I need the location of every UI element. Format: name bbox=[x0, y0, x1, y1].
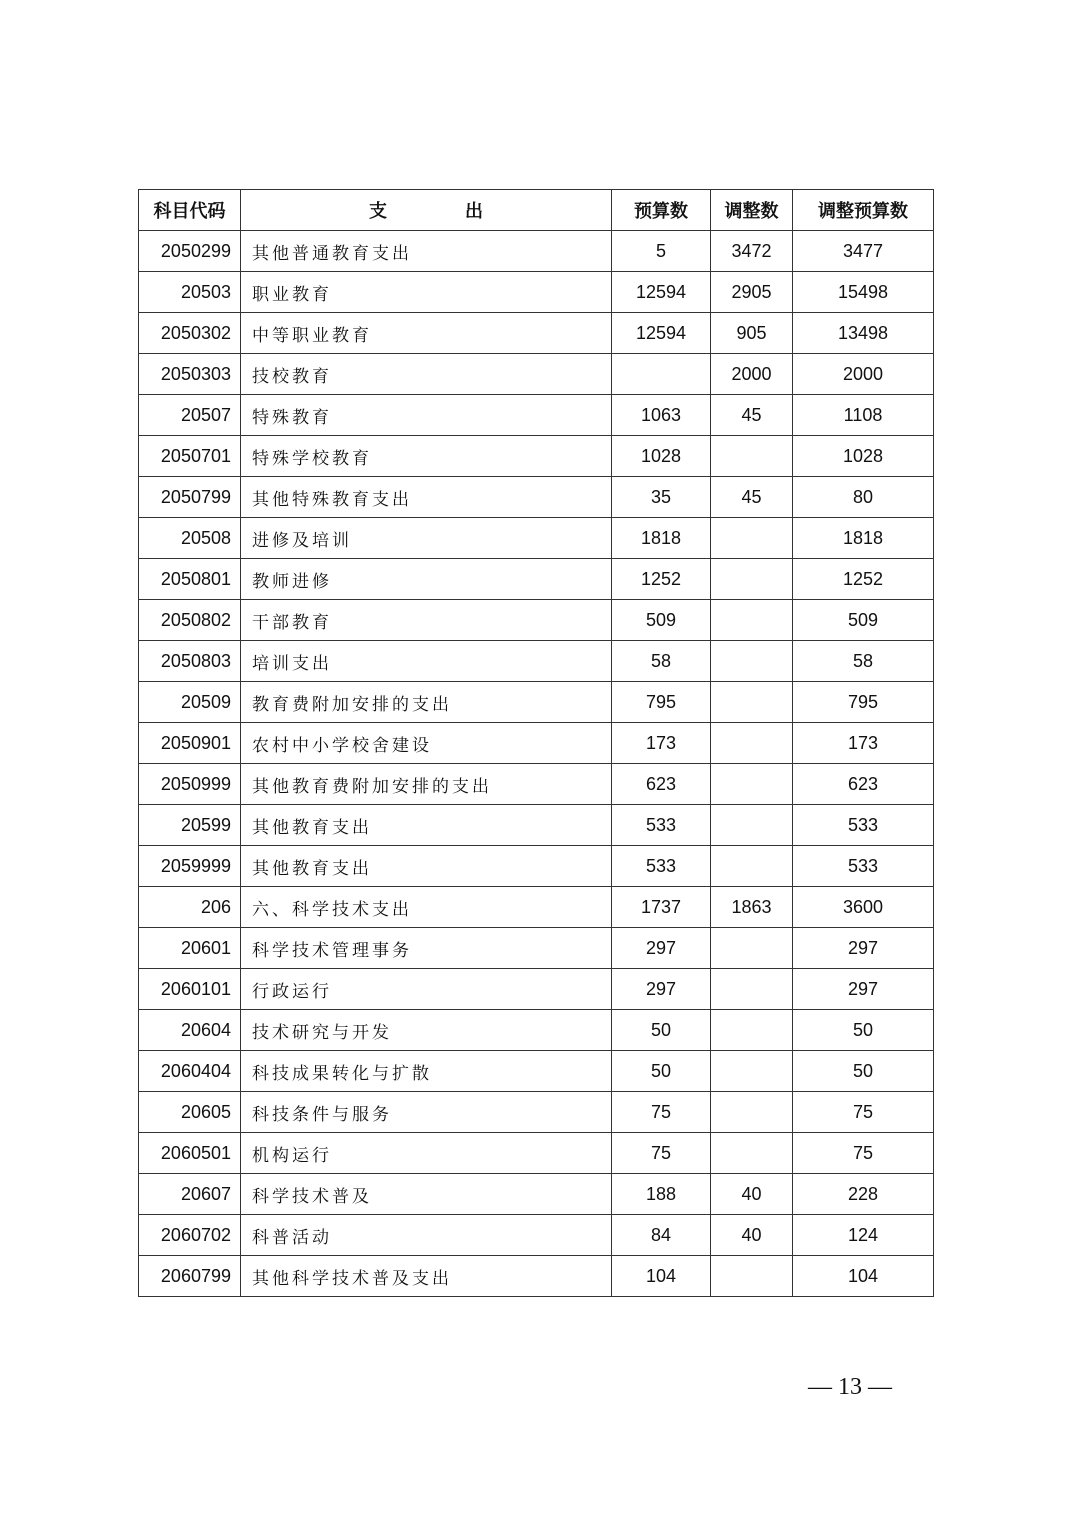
cell-adjust: 1863 bbox=[711, 887, 793, 928]
cell-budget: 1737 bbox=[612, 887, 711, 928]
cell-budget: 188 bbox=[612, 1174, 711, 1215]
cell-adjust: 2000 bbox=[711, 354, 793, 395]
table-row bbox=[139, 231, 934, 272]
cell-budget: 509 bbox=[612, 600, 711, 641]
cell-adjust: 40 bbox=[711, 1174, 793, 1215]
cell-adjust bbox=[711, 559, 793, 600]
cell-code: 20607 bbox=[139, 1174, 241, 1215]
cell-adjust: 2905 bbox=[711, 272, 793, 313]
header-name-right: 出 bbox=[465, 201, 483, 221]
cell-name: 特殊教育 bbox=[241, 395, 612, 436]
cell-name: 六、科学技术支出 bbox=[241, 887, 612, 928]
cell-code: 2060101 bbox=[139, 969, 241, 1010]
table-row bbox=[139, 1133, 934, 1174]
cell-adjusted: 58 bbox=[793, 641, 934, 682]
table-row bbox=[139, 1051, 934, 1092]
cell-name: 职业教育 bbox=[241, 272, 612, 313]
cell-code: 2060799 bbox=[139, 1256, 241, 1297]
cell-budget: 1063 bbox=[612, 395, 711, 436]
table-row bbox=[139, 1010, 934, 1051]
header-budget: 预算数 bbox=[612, 190, 711, 231]
table-row bbox=[139, 354, 934, 395]
cell-adjusted: 50 bbox=[793, 1010, 934, 1051]
header-name bbox=[241, 190, 612, 231]
cell-adjust bbox=[711, 436, 793, 477]
cell-budget bbox=[612, 354, 711, 395]
cell-adjust: 905 bbox=[711, 313, 793, 354]
cell-code: 2060501 bbox=[139, 1133, 241, 1174]
cell-adjust bbox=[711, 600, 793, 641]
cell-budget: 795 bbox=[612, 682, 711, 723]
cell-code: 2059999 bbox=[139, 846, 241, 887]
cell-code: 2050799 bbox=[139, 477, 241, 518]
table-row bbox=[139, 928, 934, 969]
cell-adjust bbox=[711, 1010, 793, 1051]
cell-adjust: 45 bbox=[711, 477, 793, 518]
header-adjust: 调整数 bbox=[711, 190, 793, 231]
cell-name: 其他教育费附加安排的支出 bbox=[241, 764, 612, 805]
cell-adjusted: 1818 bbox=[793, 518, 934, 559]
cell-adjusted: 104 bbox=[793, 1256, 934, 1297]
cell-adjust bbox=[711, 969, 793, 1010]
cell-budget: 50 bbox=[612, 1010, 711, 1051]
table-row bbox=[139, 436, 934, 477]
table-header-row bbox=[139, 190, 934, 231]
cell-budget: 50 bbox=[612, 1051, 711, 1092]
cell-adjust bbox=[711, 764, 793, 805]
cell-code: 2050803 bbox=[139, 641, 241, 682]
table-row bbox=[139, 846, 934, 887]
table-row bbox=[139, 1256, 934, 1297]
cell-code: 2060702 bbox=[139, 1215, 241, 1256]
cell-name: 特殊学校教育 bbox=[241, 436, 612, 477]
cell-adjust bbox=[711, 1133, 793, 1174]
cell-adjusted: 50 bbox=[793, 1051, 934, 1092]
cell-adjusted: 1252 bbox=[793, 559, 934, 600]
cell-name: 科技成果转化与扩散 bbox=[241, 1051, 612, 1092]
cell-code: 2050303 bbox=[139, 354, 241, 395]
table-row bbox=[139, 805, 934, 846]
budget-table bbox=[138, 189, 934, 1297]
cell-adjusted: 3600 bbox=[793, 887, 934, 928]
cell-code: 2050999 bbox=[139, 764, 241, 805]
cell-name: 科学技术普及 bbox=[241, 1174, 612, 1215]
cell-name: 其他普通教育支出 bbox=[241, 231, 612, 272]
cell-adjust bbox=[711, 846, 793, 887]
cell-name: 农村中小学校舍建设 bbox=[241, 723, 612, 764]
cell-adjusted: 2000 bbox=[793, 354, 934, 395]
cell-adjust bbox=[711, 1092, 793, 1133]
cell-budget: 12594 bbox=[612, 272, 711, 313]
cell-budget: 1028 bbox=[612, 436, 711, 477]
cell-budget: 75 bbox=[612, 1133, 711, 1174]
cell-name: 其他科学技术普及支出 bbox=[241, 1256, 612, 1297]
cell-adjust bbox=[711, 1256, 793, 1297]
cell-code: 2050801 bbox=[139, 559, 241, 600]
cell-name: 教师进修 bbox=[241, 559, 612, 600]
table-row bbox=[139, 969, 934, 1010]
cell-adjusted: 80 bbox=[793, 477, 934, 518]
cell-adjust bbox=[711, 805, 793, 846]
cell-adjust bbox=[711, 641, 793, 682]
cell-name: 技术研究与开发 bbox=[241, 1010, 612, 1051]
cell-code: 20601 bbox=[139, 928, 241, 969]
cell-adjusted: 228 bbox=[793, 1174, 934, 1215]
cell-adjusted: 1028 bbox=[793, 436, 934, 477]
cell-budget: 297 bbox=[612, 928, 711, 969]
cell-adjust: 45 bbox=[711, 395, 793, 436]
cell-name: 机构运行 bbox=[241, 1133, 612, 1174]
cell-adjust bbox=[711, 1051, 793, 1092]
table-row bbox=[139, 682, 934, 723]
cell-code: 20604 bbox=[139, 1010, 241, 1051]
table-row bbox=[139, 764, 934, 805]
cell-code: 20507 bbox=[139, 395, 241, 436]
cell-budget: 297 bbox=[612, 969, 711, 1010]
header-code: 科目代码 bbox=[139, 190, 241, 231]
cell-budget: 12594 bbox=[612, 313, 711, 354]
table-row bbox=[139, 1215, 934, 1256]
cell-name: 其他教育支出 bbox=[241, 805, 612, 846]
cell-name: 干部教育 bbox=[241, 600, 612, 641]
cell-adjusted: 297 bbox=[793, 969, 934, 1010]
cell-budget: 5 bbox=[612, 231, 711, 272]
cell-code: 20599 bbox=[139, 805, 241, 846]
table-row bbox=[139, 641, 934, 682]
table-row bbox=[139, 1174, 934, 1215]
cell-budget: 623 bbox=[612, 764, 711, 805]
cell-name: 教育费附加安排的支出 bbox=[241, 682, 612, 723]
table-row bbox=[139, 559, 934, 600]
cell-code: 20605 bbox=[139, 1092, 241, 1133]
header-adjusted: 调整预算数 bbox=[793, 190, 934, 231]
table-row bbox=[139, 1092, 934, 1133]
cell-adjust bbox=[711, 682, 793, 723]
cell-budget: 173 bbox=[612, 723, 711, 764]
cell-name: 科普活动 bbox=[241, 1215, 612, 1256]
cell-name: 科技条件与服务 bbox=[241, 1092, 612, 1133]
table-row bbox=[139, 600, 934, 641]
cell-budget: 84 bbox=[612, 1215, 711, 1256]
cell-name: 中等职业教育 bbox=[241, 313, 612, 354]
cell-adjust bbox=[711, 723, 793, 764]
cell-adjusted: 623 bbox=[793, 764, 934, 805]
cell-name: 培训支出 bbox=[241, 641, 612, 682]
cell-name: 科学技术管理事务 bbox=[241, 928, 612, 969]
cell-adjusted: 533 bbox=[793, 805, 934, 846]
cell-code: 2050701 bbox=[139, 436, 241, 477]
cell-budget: 75 bbox=[612, 1092, 711, 1133]
cell-adjust bbox=[711, 518, 793, 559]
cell-adjusted: 13498 bbox=[793, 313, 934, 354]
table-row bbox=[139, 313, 934, 354]
cell-adjusted: 3477 bbox=[793, 231, 934, 272]
cell-code: 2050299 bbox=[139, 231, 241, 272]
cell-budget: 1252 bbox=[612, 559, 711, 600]
cell-name: 进修及培训 bbox=[241, 518, 612, 559]
cell-code: 2050302 bbox=[139, 313, 241, 354]
cell-budget: 104 bbox=[612, 1256, 711, 1297]
header-name-left: 支 bbox=[369, 201, 387, 221]
cell-budget: 58 bbox=[612, 641, 711, 682]
page-number: — 13 — bbox=[808, 1374, 892, 1400]
cell-name: 其他特殊教育支出 bbox=[241, 477, 612, 518]
cell-code: 20509 bbox=[139, 682, 241, 723]
cell-adjust bbox=[711, 928, 793, 969]
cell-adjusted: 795 bbox=[793, 682, 934, 723]
cell-adjusted: 509 bbox=[793, 600, 934, 641]
table-row bbox=[139, 723, 934, 764]
cell-budget: 35 bbox=[612, 477, 711, 518]
cell-adjust: 40 bbox=[711, 1215, 793, 1256]
cell-code: 20503 bbox=[139, 272, 241, 313]
cell-adjusted: 124 bbox=[793, 1215, 934, 1256]
cell-adjusted: 533 bbox=[793, 846, 934, 887]
table-row bbox=[139, 518, 934, 559]
cell-adjusted: 297 bbox=[793, 928, 934, 969]
cell-adjusted: 173 bbox=[793, 723, 934, 764]
cell-name: 行政运行 bbox=[241, 969, 612, 1010]
cell-name: 技校教育 bbox=[241, 354, 612, 395]
cell-code: 2060404 bbox=[139, 1051, 241, 1092]
cell-name: 其他教育支出 bbox=[241, 846, 612, 887]
cell-adjusted: 75 bbox=[793, 1092, 934, 1133]
cell-budget: 533 bbox=[612, 846, 711, 887]
cell-budget: 533 bbox=[612, 805, 711, 846]
cell-adjusted: 1108 bbox=[793, 395, 934, 436]
cell-code: 20508 bbox=[139, 518, 241, 559]
cell-adjusted: 15498 bbox=[793, 272, 934, 313]
cell-code: 2050802 bbox=[139, 600, 241, 641]
cell-budget: 1818 bbox=[612, 518, 711, 559]
cell-code: 2050901 bbox=[139, 723, 241, 764]
cell-adjusted: 75 bbox=[793, 1133, 934, 1174]
cell-code: 206 bbox=[139, 887, 241, 928]
table-row bbox=[139, 887, 934, 928]
table-row bbox=[139, 395, 934, 436]
table-row bbox=[139, 477, 934, 518]
cell-adjust: 3472 bbox=[711, 231, 793, 272]
table-row bbox=[139, 272, 934, 313]
